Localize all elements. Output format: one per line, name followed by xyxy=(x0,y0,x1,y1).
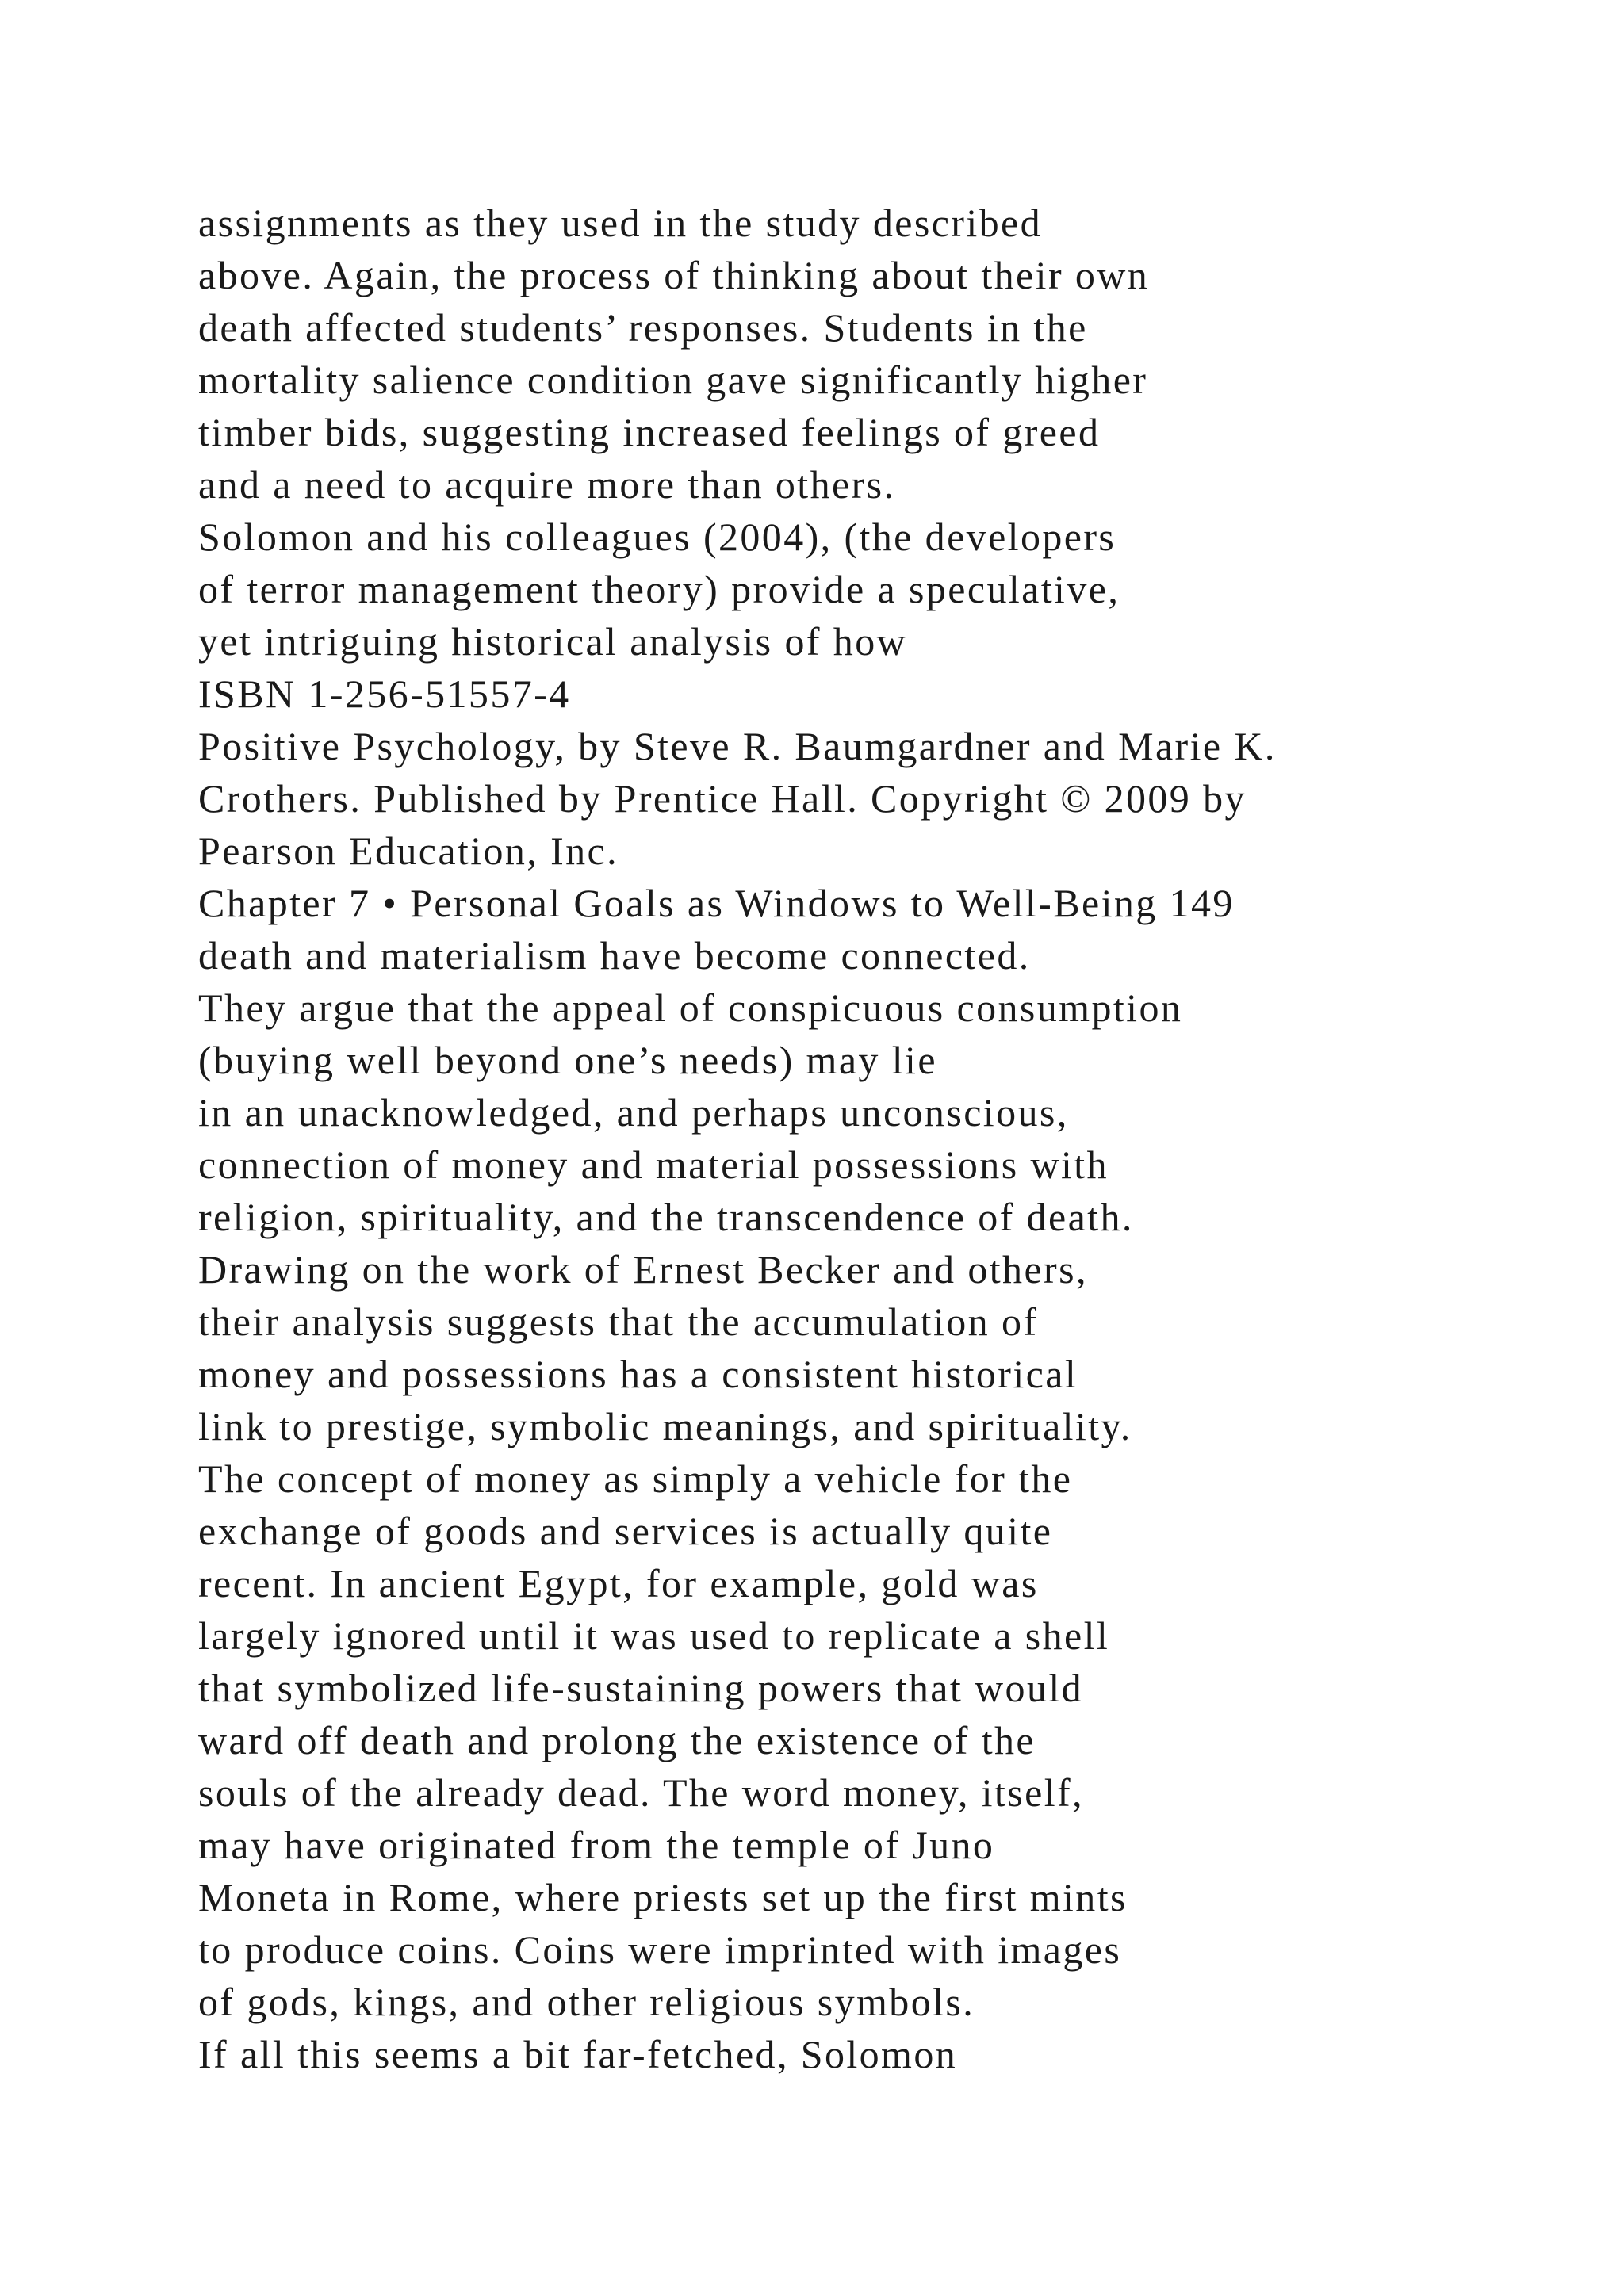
text-line: death and materialism have become connected. xyxy=(198,933,1031,978)
text-line: of terror management theory) provide a speculative, xyxy=(198,567,1120,611)
text-line: Crothers. Published by Prentice Hall. Copyright © 2009 by xyxy=(198,776,1247,821)
text-line: ward off death and prolong the existence of the xyxy=(198,1718,1036,1762)
text-line: souls of the already dead. The word money, itself, xyxy=(198,1770,1084,1815)
text-line: to produce coins. Coins were imprinted with images xyxy=(198,1927,1122,1972)
text-line: that symbolized life-sustaining powers that would xyxy=(198,1666,1084,1710)
text-line: assignments as they used in the study described xyxy=(198,201,1043,245)
text-line: Moneta in Rome, where priests set up the first mints xyxy=(198,1875,1128,1919)
text-line: link to prestige, symbolic meanings, and spirituality. xyxy=(198,1404,1132,1448)
text-line: in an unacknowledged, and perhaps unconscious, xyxy=(198,1090,1069,1135)
text-line: Chapter 7 • Personal Goals as Windows to Well-Being 149 xyxy=(198,881,1235,925)
text-line: of gods, kings, and other religious symbols. xyxy=(198,1980,975,2024)
text-line: Drawing on the work of Ernest Becker and others, xyxy=(198,1247,1088,1292)
document-text xyxy=(198,197,1594,2080)
text-line: ISBN 1-256-51557-4 xyxy=(198,672,571,716)
text-line: their analysis suggests that the accumulation of xyxy=(198,1299,1039,1344)
text-line: timber bids, suggesting increased feelings of greed xyxy=(198,410,1101,454)
text-line: money and possessions has a consistent historical xyxy=(198,1352,1078,1396)
text-line: religion, spirituality, and the transcendence of death. xyxy=(198,1195,1134,1239)
text-line: recent. In ancient Egypt, for example, gold was xyxy=(198,1561,1039,1605)
text-line: They argue that the appeal of conspicuous consumption xyxy=(198,985,1183,1030)
text-line: largely ignored until it was used to replicate a shell xyxy=(198,1613,1110,1658)
text-line: death affected students’ responses. Students in the xyxy=(198,305,1088,350)
text-line: If all this seems a bit far-fetched, Solomon xyxy=(198,2032,958,2076)
text-line: (buying well beyond one’s needs) may lie xyxy=(198,1038,937,1082)
text-line: Solomon and his colleagues (2004), (the developers xyxy=(198,515,1116,559)
text-line: The concept of money as simply a vehicle for the xyxy=(198,1456,1073,1501)
text-line: Positive Psychology, by Steve R. Baumgardner and Marie K. xyxy=(198,724,1277,768)
text-line: exchange of goods and services is actually quite xyxy=(198,1509,1053,1553)
text-line: mortality salience condition gave significantly higher xyxy=(198,358,1148,402)
text-line: yet intriguing historical analysis of how xyxy=(198,619,908,664)
text-line: above. Again, the process of thinking about their own xyxy=(198,253,1150,297)
text-line: Pearson Education, Inc. xyxy=(198,828,619,873)
text-line: and a need to acquire more than others. xyxy=(198,462,896,507)
text-line: connection of money and material possessions with xyxy=(198,1142,1109,1187)
text-line: may have originated from the temple of Juno xyxy=(198,1823,995,1867)
